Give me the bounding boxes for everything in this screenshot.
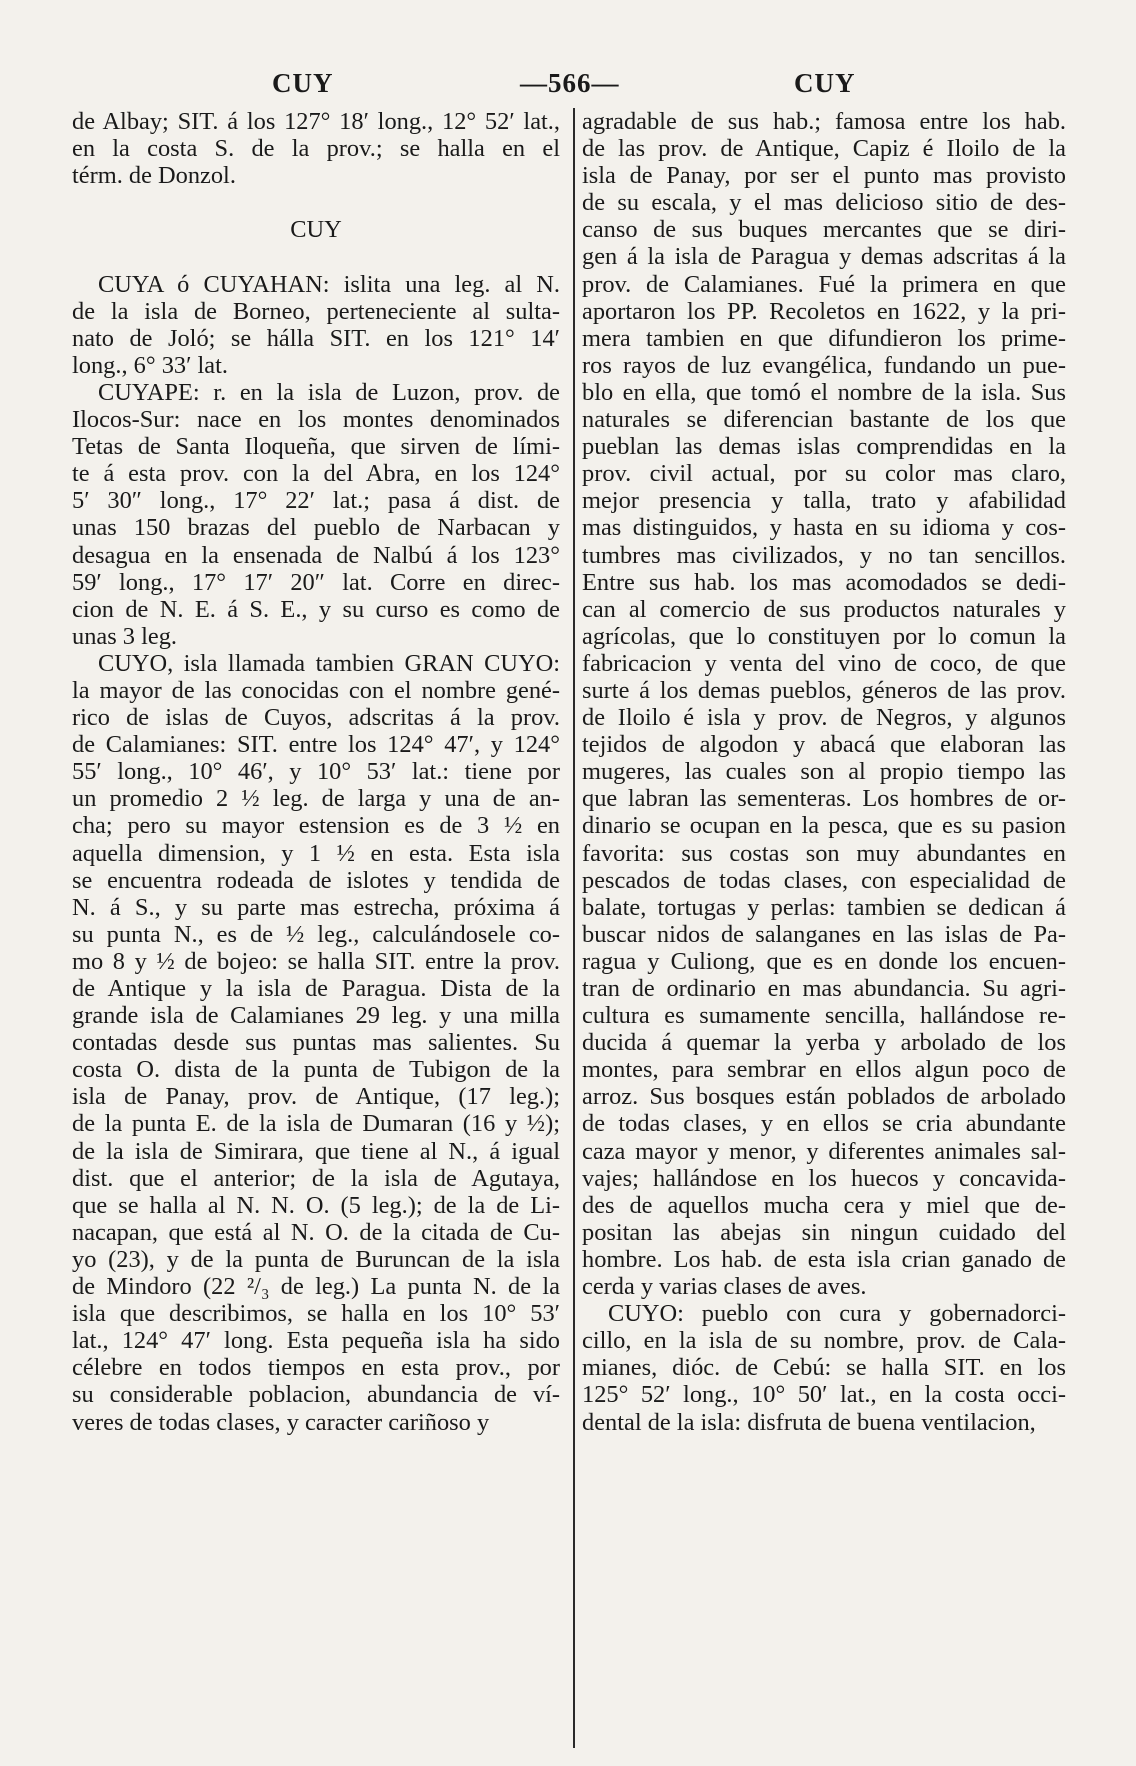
text-line: prov. de Calamianes. Fué la primera en que <box>582 270 1066 298</box>
text-line: rico de islas de Cuyos, adscritas á la prov. <box>72 704 560 732</box>
text-line: Tetas de Santa Iloqueña, que sirven de lími- <box>72 433 560 461</box>
text-line: isla de Panay, prov. de Antique, (17 leg.); <box>72 1083 560 1111</box>
text-line: fabricacion y venta del vino de coco, de que <box>582 649 1066 677</box>
text-line: pescados de todas clases, con especialidad de <box>582 866 1066 894</box>
text-line: cion de N. E. á S. E., y su curso es como de <box>72 595 560 623</box>
text-line: surte á los demas pueblos, géneros de las prov. <box>582 676 1066 704</box>
text-line: de su escala, y el mas delicioso sitio de des- <box>582 189 1066 217</box>
text-line: aquella dimension, y 1 ½ en esta. Esta isla <box>72 839 560 867</box>
text-line: vajes; hallándose en los huecos y concavida- <box>582 1164 1066 1192</box>
text-line: unas 3 leg. <box>72 622 177 650</box>
text-line: que labran las sementeras. Los hombres de or- <box>582 785 1066 813</box>
text-line: ragua y Culiong, que es en donde los encuen- <box>582 947 1066 975</box>
page-number: —566— <box>520 68 620 98</box>
text-line: caza mayor y menor, y diferentes animales sal- <box>582 1137 1066 1165</box>
text-line: isla que describimos, se halla en los 10° 53′ <box>72 1300 560 1328</box>
text-line: 125° 52′ long., 10° 50′ lat., en la costa occi- <box>582 1381 1066 1409</box>
left-column <box>72 108 560 1436</box>
blank-line <box>72 189 560 216</box>
text-line: de todas clases, y en ellos se cria abundante <box>582 1110 1066 1138</box>
text-line: balate, tortugas y perlas: tambien se dedican á <box>582 893 1066 921</box>
text-line: de la isla de Borneo, perteneciente al sulta- <box>72 297 560 325</box>
text-line: N. á S., y su parte mas estrecha, próxima á <box>72 893 560 921</box>
text-line: su considerable poblacion, abundancia de ví- <box>72 1381 560 1409</box>
text-line: desagua en la ensenada de Nalbú á los 123° <box>72 541 560 569</box>
text-line: aportaron los PP. Recoletos en 1622, y la pri- <box>582 297 1066 325</box>
text-line: célebre en todos tiempos en esta prov., por <box>72 1354 560 1382</box>
text-line: Ilocos-Sur: nace en los montes denominados <box>72 406 560 434</box>
text-line: ros rayos de luz evangélica, fundando un pue- <box>582 351 1066 379</box>
text-line: dist. que el anterior; de la isla de Agutaya, <box>72 1164 560 1192</box>
text-line: favorita: sus costas son muy abundantes en <box>582 839 1066 867</box>
text-line: prov. civil actual, por su color mas claro, <box>582 460 1066 488</box>
text-line: dinario se ocupan en la pesca, que es su pasion <box>582 812 1066 840</box>
text-line: isla de Panay, por ser el punto mas provisto <box>582 162 1066 190</box>
text-line: grande isla de Calamianes 29 leg. y una milla <box>72 1002 560 1030</box>
text-line: positan las abejas sin ningun cuidado del <box>582 1218 1066 1246</box>
text-line: mejor presencia y talla, trato y afabilidad <box>582 487 1066 515</box>
text-line: un promedio 2 ½ leg. de larga y una de an- <box>72 785 560 813</box>
text-line: montes, para sembrar en ellos algun poco de <box>582 1056 1066 1084</box>
section-heading: CUY <box>290 216 342 244</box>
blank-line <box>72 243 560 270</box>
text-line: gen á la isla de Paragua y demas adscritas á la <box>582 243 1066 271</box>
text-line: de la punta E. de la isla de Dumaran (16 y ½); <box>72 1110 560 1138</box>
text-line: CUYO: pueblo con cura y gobernadorci- <box>608 1300 1066 1328</box>
text-line: tran de ordinario en mas abundancia. Su agri- <box>582 975 1066 1002</box>
text-line: buscar nidos de salanganes en las islas de Pa- <box>582 920 1066 948</box>
text-line: can al comercio de sus productos naturales y <box>582 595 1066 623</box>
text-line: 59′ long., 17° 17′ 20″ lat. Corre en direc- <box>72 568 560 596</box>
text-line: long., 6° 33′ lat. <box>72 351 229 379</box>
text-line: de Albay; SIT. á los 127° 18′ long., 12° 52′ lat., <box>72 108 560 135</box>
text-line: tumbres mas civilizados, y no tan sencillos. <box>582 541 1066 569</box>
text-line: nato de Joló; se hálla SIT. en los 121° 14′ <box>72 324 560 352</box>
text-line: veres de todas clases, y caracter cariñoso y <box>72 1408 490 1436</box>
text-line: cillo, en la isla de su nombre, prov. de Cala- <box>582 1327 1066 1355</box>
text-line: contadas desde sus puntas mas salientes. Su <box>72 1029 560 1057</box>
text-line: cultura es sumamente sencilla, hallándose re- <box>582 1002 1066 1030</box>
text-line: de Iloilo é isla y prov. de Negros, y algunos <box>582 704 1066 732</box>
text-line: CUYO, isla llamada tambien GRAN CUYO: <box>98 649 560 677</box>
text-line: que se halla al N. N. O. (5 leg.); de la de Li- <box>72 1191 560 1219</box>
text-line: pueblan las demas islas comprendidas en la <box>582 433 1066 461</box>
text-line: CUYAPE: r. en la isla de Luzon, prov. de <box>98 378 560 406</box>
text-line: mo 8 y ½ de bojeo: se halla SIT. entre la prov. <box>72 947 560 975</box>
text-line: te á esta prov. con la del Abra, en los 124° <box>72 460 560 488</box>
text-line: cha; pero su mayor estension es de 3 ½ en <box>72 812 560 840</box>
right-column <box>582 108 1066 1436</box>
text-line: nacapan, que está al N. O. de la citada de Cu- <box>72 1218 560 1246</box>
running-head <box>0 68 1136 108</box>
text-line: mera tambien en que difundieron los prime- <box>582 324 1066 352</box>
text-line: cerda y varias clases de aves. <box>582 1273 867 1301</box>
text-line: agrícolas, que lo constituyen por lo comun la <box>582 622 1066 650</box>
column-divider <box>573 108 575 1748</box>
text-line: de Calamianes: SIT. entre los 124° 47′, y 124° <box>72 731 560 759</box>
text-line: agradable de sus hab.; famosa entre los hab. <box>582 108 1066 135</box>
header-right-word: CUY <box>794 68 856 98</box>
text-line: de Antique y la isla de Paragua. Dista de la <box>72 975 560 1002</box>
text-line: des de aquellos mucha cera y miel que de- <box>582 1191 1066 1219</box>
text-line: naturales se diferencian bastante de los que <box>582 406 1066 434</box>
text-line: costa O. dista de la punta de Tubigon de la <box>72 1056 560 1084</box>
text-line: mianes, dióc. de Cebú: se halla SIT. en los <box>582 1354 1066 1382</box>
text-line: Entre sus hab. los mas acomodados se dedi- <box>582 568 1066 596</box>
text-line: dental de la isla: disfruta de buena ventilacion, <box>582 1408 1036 1436</box>
text-line: tejidos de algodon y abacá que elaboran las <box>582 731 1066 759</box>
text-line: de las prov. de Antique, Capiz é Iloilo de la <box>582 135 1066 163</box>
text-line: de Mindoro (22 ²/₃ de leg.) La punta N. de la <box>72 1273 560 1301</box>
text-line: CUYA ó CUYAHAN: islita una leg. al N. <box>98 270 560 298</box>
text-line: 55′ long., 10° 46′, y 10° 53′ lat.: tiene por <box>72 758 560 786</box>
text-line: lat., 124° 47′ long. Esta pequeña isla ha sido <box>72 1327 560 1355</box>
text-line: blo en ella, que tomó el nombre de la isla. Sus <box>582 378 1066 406</box>
text-line: en la costa S. de la prov.; se halla en el <box>72 135 560 163</box>
text-line: su punta N., es de ½ leg., calculándosele co- <box>72 920 560 948</box>
text-line: arroz. Sus bosques están poblados de arbolado <box>582 1083 1066 1111</box>
text-line: yo (23), y de la punta de Buruncan de la isla <box>72 1245 560 1273</box>
text-line: mas distinguidos, y hasta en su idioma y cos- <box>582 514 1066 542</box>
text-line: canso de sus buques mercantes que se diri- <box>582 216 1066 244</box>
text-line: se encuentra rodeada de islotes y tendida de <box>72 866 560 894</box>
text-line: hombre. Los hab. de esta isla crian ganado de <box>582 1245 1066 1273</box>
text-line: de la isla de Simirara, que tiene al N., á igual <box>72 1137 560 1165</box>
text-line: mugeres, las cuales son al propio tiempo las <box>582 758 1066 786</box>
header-left-word: CUY <box>272 68 334 98</box>
text-line: la mayor de las conocidas con el nombre gené- <box>72 676 560 704</box>
text-line: unas 150 brazas del pueblo de Narbacan y <box>72 514 560 542</box>
text-line: ducida á quemar la yerba y arbolado de los <box>582 1029 1066 1057</box>
text-line: térm. de Donzol. <box>72 162 236 190</box>
text-line: 5′ 30″ long., 17° 22′ lat.; pasa á dist. de <box>72 487 560 515</box>
